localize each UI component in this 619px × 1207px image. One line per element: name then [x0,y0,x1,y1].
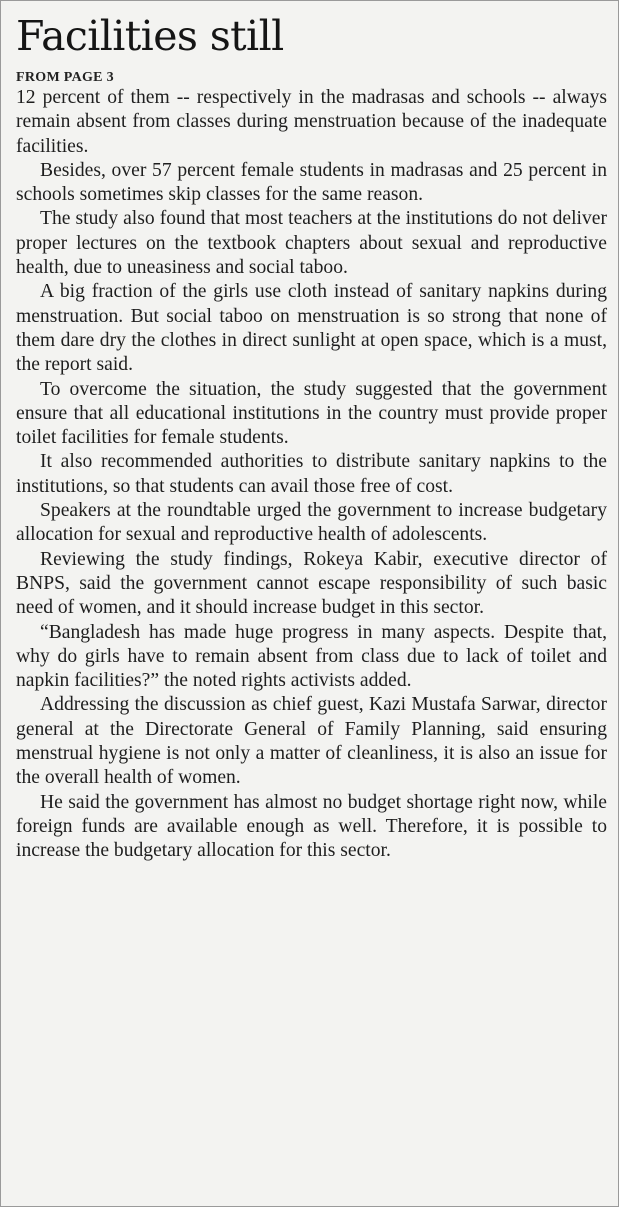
paragraph-2: Besides, over 57 percent female students in madrasas and 25 percent in schools sometimes skip classes for the same reason. [16,159,607,206]
paragraph-11: He said the government has almost no budget shortage right now, while foreign funds are available enough as well. Therefore, it is possible to increase the budgetary allocation for this sector. [16,791,607,862]
paragraph-9: “Bangladesh has made huge progress in many aspects. Despite that, why do girls have to remain absent from class due to lack of toilet and napkin facilities?” the noted rights activists added. [16,621,607,692]
jump-line: FROM PAGE 3 [16,70,114,85]
paragraph-10: Addressing the discussion as chief guest, Kazi Mustafa Sarwar, director general at the Directorate General of Family Planning, said ensuring menstrual hygiene is not only a matter of cleanliness, it is also an issue for the overall health of women. [16,694,607,789]
paragraph-1: 12 percent of them -- respectively in the madrasas and schools -- always remain absent from classes during menstruation because of the inadequate facilities. [16,87,607,157]
paragraph-6: It also recommended authorities to distribute sanitary napkins to the institutions, so that students can avail those free of cost. [16,451,607,497]
paragraph-3: The study also found that most teachers at the institutions do not deliver proper lectures on the textbook chapters about sexual and reproductive health, due to uneasiness and social taboo. [16,208,607,279]
paragraph-4: A big fraction of the girls use cloth instead of sanitary napkins during menstruation. But social taboo on menstruation is so strong that none of them dare dry the clothes in direct sunlight at open space, which is a must, the report said. [16,281,607,376]
paragraph-8: Reviewing the study findings, Rokeya Kabir, executive director of BNPS, said the government cannot escape responsibility of such basic need of women, and it should increase budget in this sector. [16,548,607,619]
headline: Facilities still [16,12,284,60]
paragraph-5: To overcome the situation, the study suggested that the government ensure that all educational institutions in the country must provide proper toilet facilities for female students. [16,378,607,449]
article-body [16,86,607,864]
paragraph-7: Speakers at the roundtable urged the government to increase budgetary allocation for sexual and reproductive health of adolescents. [16,500,607,546]
